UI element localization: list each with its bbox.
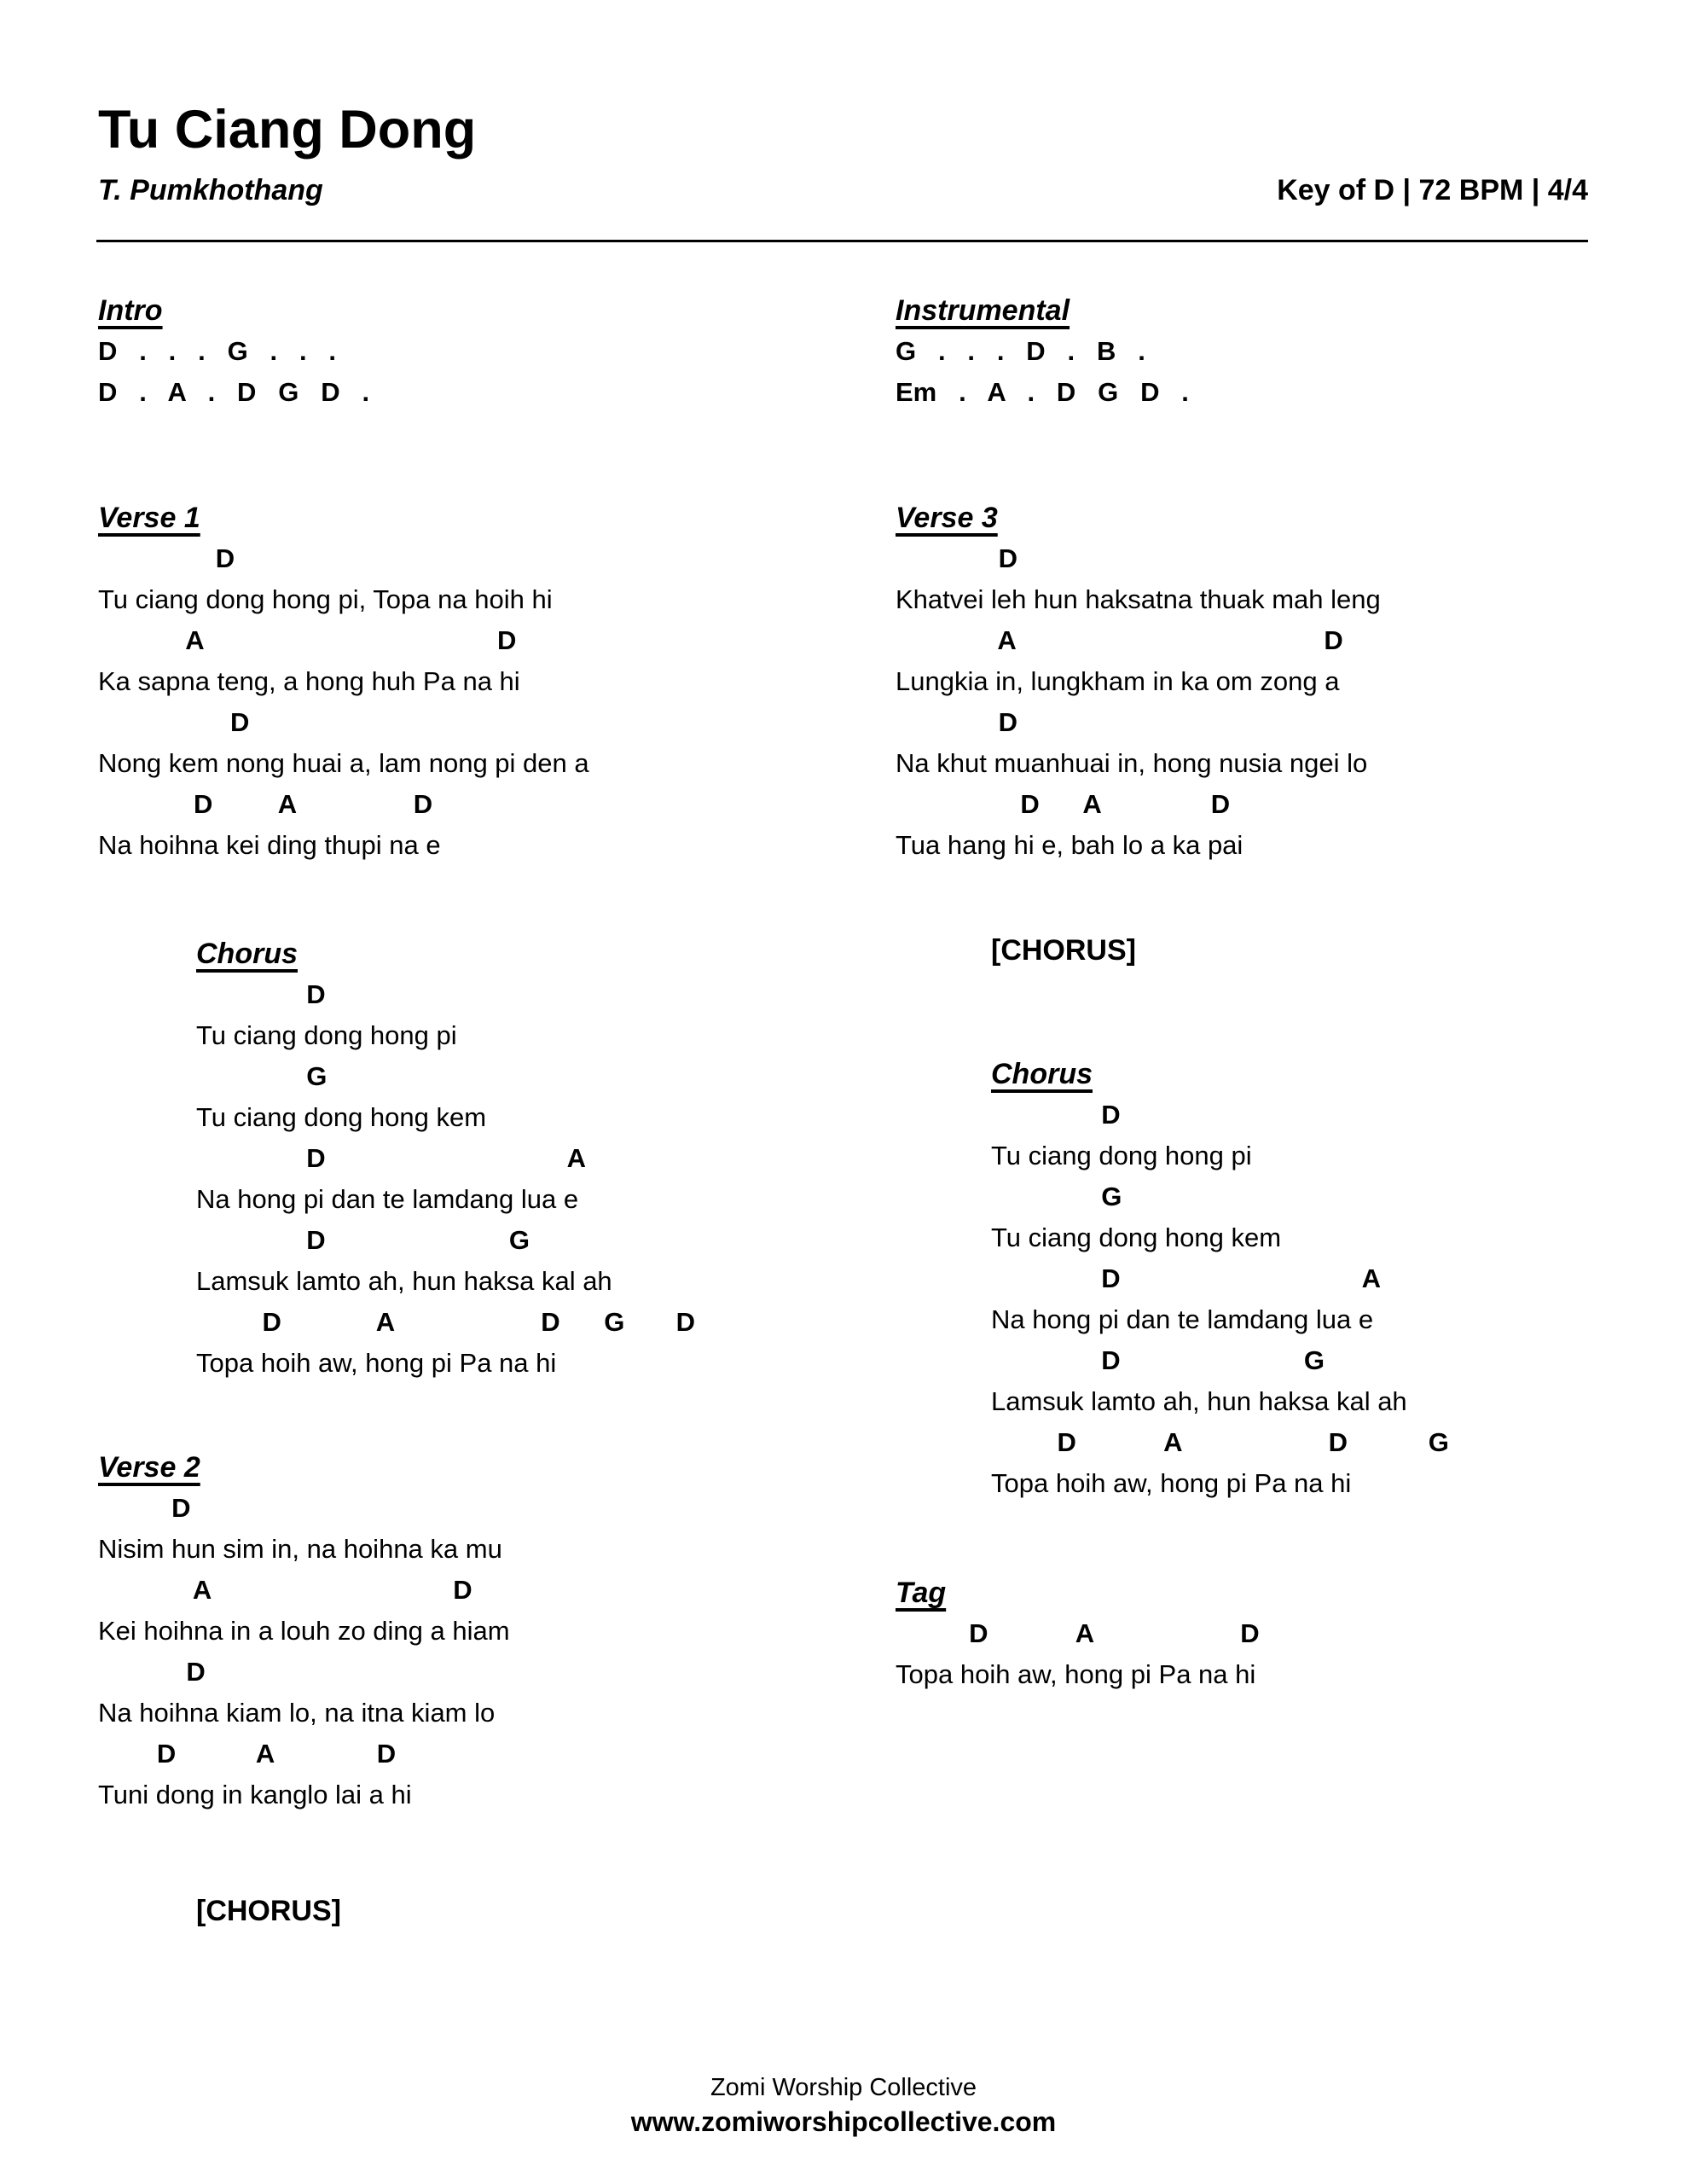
chord-line: D bbox=[98, 543, 235, 573]
section-chorus-left bbox=[196, 935, 695, 1384]
section-label-verse1: Verse 1 bbox=[98, 502, 200, 534]
chord-line: D . . . G . . . bbox=[98, 336, 337, 366]
chord-line: A D bbox=[98, 1575, 472, 1605]
chord-line: D bbox=[196, 979, 326, 1009]
chord-line: D bbox=[896, 707, 1017, 737]
footer-website-url: www.zomiworshipcollective.com bbox=[630, 2106, 1057, 2137]
chord-line: A D bbox=[896, 625, 1343, 655]
lyric-line: Na hoihna kiam lo, na itna kiam lo bbox=[98, 1698, 496, 1728]
section-label-verse2: Verse 2 bbox=[98, 1451, 200, 1484]
chord-line: D A D G bbox=[991, 1427, 1449, 1457]
lyric-line: Tua hang hi e, bah lo a ka pai bbox=[896, 830, 1244, 860]
footer-collective-name: Zomi Worship Collective bbox=[710, 2074, 977, 2101]
section-verse3 bbox=[896, 499, 1381, 866]
lyric-line: Lamsuk lamto ah, hun haksa kal ah bbox=[991, 1386, 1407, 1416]
chord-line: D bbox=[98, 707, 250, 737]
lyric-line: Tu ciang dong hong pi bbox=[196, 1020, 457, 1050]
chord-line: D bbox=[98, 1493, 191, 1523]
lyric-line: Lamsuk lamto ah, hun haksa kal ah bbox=[196, 1266, 612, 1296]
section-label-chorus: Chorus bbox=[991, 1058, 1093, 1090]
lyric-line: Na hoihna kei ding thupi na e bbox=[98, 830, 441, 860]
section-label-tag: Tag bbox=[896, 1577, 947, 1609]
chord-line: G . . . D . B . bbox=[896, 336, 1145, 366]
chord-line: D A D bbox=[98, 789, 433, 819]
chorus-reference: [CHORUS] bbox=[196, 1895, 341, 1927]
chord-line: D A D bbox=[98, 1739, 397, 1769]
lyric-line: Kei hoihna in a louh zo ding a hiam bbox=[98, 1616, 510, 1646]
footer bbox=[0, 2071, 1687, 2140]
lyric-line: Na khut muanhuai in, hong nusia ngei lo bbox=[896, 748, 1368, 778]
lyric-line: Topa hoih aw, hong pi Pa na hi bbox=[991, 1468, 1352, 1498]
chord-line: D A D bbox=[896, 789, 1231, 819]
chord-line: D bbox=[991, 1100, 1121, 1130]
section-label-verse3: Verse 3 bbox=[896, 502, 998, 534]
chord-line: D A D bbox=[896, 1618, 1260, 1648]
chorus-reference: [CHORUS] bbox=[991, 934, 1136, 967]
lyric-line: Tu ciang dong hong pi, Topa na hoih hi bbox=[98, 584, 553, 614]
chord-line: G bbox=[196, 1061, 328, 1091]
chord-line: G bbox=[991, 1182, 1122, 1211]
lyric-line: Nisim hun sim in, na hoihna ka mu bbox=[98, 1534, 502, 1564]
section-label-intro: Intro bbox=[98, 294, 163, 327]
section-chorus-right bbox=[991, 1055, 1449, 1504]
lyric-line: Tu ciang dong hong pi bbox=[991, 1141, 1252, 1170]
lyric-line: Khatvei leh hun haksatna thuak mah leng bbox=[896, 584, 1381, 614]
lyric-line: Na hong pi dan te lamdang lua e bbox=[991, 1304, 1374, 1334]
section-tag bbox=[896, 1574, 1260, 1695]
section-label-chorus: Chorus bbox=[196, 938, 298, 970]
chord-line: Em . A . D G D . bbox=[896, 377, 1189, 407]
section-verse2 bbox=[98, 1449, 510, 1815]
song-author: T. Pumkhothang bbox=[98, 174, 323, 206]
chord-line: D bbox=[98, 1657, 206, 1687]
lyric-line: Na hong pi dan te lamdang lua e bbox=[196, 1184, 579, 1214]
lyric-line: Topa hoih aw, hong pi Pa na hi bbox=[896, 1659, 1256, 1689]
section-intro bbox=[98, 292, 369, 413]
lyric-line: Ka sapna teng, a hong huh Pa na hi bbox=[98, 666, 520, 696]
chord-line: A D bbox=[98, 625, 517, 655]
section-verse1 bbox=[98, 499, 589, 866]
song-title: Tu Ciang Dong bbox=[98, 100, 477, 160]
lyric-line: Tuni dong in kanglo lai a hi bbox=[98, 1780, 412, 1809]
lyric-line: Nong kem nong huai a, lam nong pi den a bbox=[98, 748, 589, 778]
chord-line: D A bbox=[991, 1263, 1382, 1293]
lyric-line: Lungkia in, lungkham in ka om zong a bbox=[896, 666, 1340, 696]
header-divider bbox=[96, 240, 1588, 242]
lyric-line: Tu ciang dong hong kem bbox=[991, 1223, 1282, 1252]
chord-line: D bbox=[896, 543, 1017, 573]
chord-line: D . A . D G D . bbox=[98, 377, 370, 407]
chord-line: D G bbox=[196, 1225, 530, 1255]
chord-line: D G bbox=[991, 1345, 1325, 1375]
section-label-instrumental: Instrumental bbox=[896, 294, 1070, 327]
chord-line: D A bbox=[196, 1143, 587, 1173]
key-tempo-meta: Key of D | 72 BPM | 4/4 bbox=[1277, 174, 1588, 206]
lyric-line: Topa hoih aw, hong pi Pa na hi bbox=[196, 1348, 557, 1378]
lyric-line: Tu ciang dong hong kem bbox=[196, 1102, 487, 1132]
chord-line: D A D G D bbox=[196, 1307, 696, 1337]
section-instrumental bbox=[896, 292, 1189, 413]
